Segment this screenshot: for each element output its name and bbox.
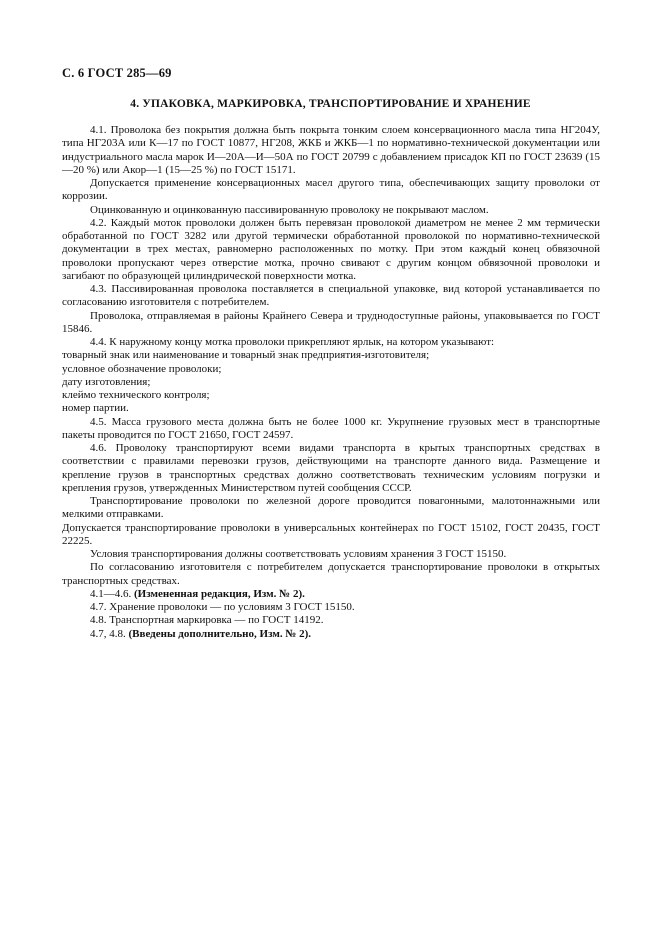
paragraph-4-1: 4.1. Проволока без покрытия должна быть покрыта тонким слоем консервационного масла типа НГ204У, типа НГ203А или К—17 по ГОСТ 10877, НГ208, ЖКБ и ЖКБ—1 по нормативно-технической документации или индустриального масла марок И—20А—И—50А по ГОСТ 20799 с добавлением присадок КП по ГОСТ 23639 (15—20 %) или Акор—1 (15—25 %) по ГОСТ 15171. (62, 124, 600, 176)
amendment-ref: 4.7, 4.8. (90, 627, 126, 640)
paragraph-4-2: 4.2. Каждый моток проволоки должен быть перевязан проволокой диаметром не менее 2 мм термически обработанной по ГОСТ 3282 или другой термически обработанной проволокой по нормативно-технической документации в трех местах, равномерно расположенных по мотку. При этом каждый конец обвязочной проволоки пропускают через отверстие мотка, прочно свивают с другим концом обвязочной проволоки и загибают по образующей цилиндрической поверхности мотка. (62, 216, 600, 282)
page-header: С. 6 ГОСТ 285—69 (62, 66, 172, 80)
paragraph-rail: Транспортирование проволоки по железной дороге проводится повагонными, малотоннажными или мелкими отправками. (62, 495, 600, 521)
paragraph-transport-conditions: Условия транспортирования должны соответствовать условиям хранения 3 ГОСТ 15150. (90, 548, 507, 560)
paragraph-4-6: 4.6. Проволоку транспортируют всеми видами транспорта в крытых транспортных средствах в соответствии с правилами перевозки грузов, действующими на транспорте данного вида. Размещение и крепление грузов в транспортных средствах должно соответствовать техническим условиям погрузки и крепления грузов, утвержденных Министерством путей сообщения СССР. (62, 442, 600, 494)
paragraph-galvanized: Оцинкованную и оцинкованную пассивированную проволоку не покрывают маслом. (90, 203, 489, 216)
paragraph-4-5: 4.5. Масса грузового места должна быть не более 1000 кг. Укрупнение грузовых мест в транспортные пакеты проводится по ГОСТ 21650, ГОСТ 24597. (62, 415, 600, 441)
paragraph-4-4: 4.4. К наружному концу мотка проволоки прикрепляют ярлык, на котором указывают: (90, 336, 495, 348)
paragraph-open-transport: По согласованию изготовителя с потребителем допускается транспортирование проволоки в открытых транспортных средствах. (62, 561, 600, 587)
document-body (62, 124, 600, 641)
amendment-note-4-7-4-8 (62, 628, 600, 641)
paragraph-alt-oils: Допускается применение консервационных масел другого типа, обеспечивающих защиту проволоки от коррозии. (62, 177, 600, 203)
label-item-designation: условное обозначение проволоки; (62, 362, 222, 375)
label-item-stamp: клеймо технического контроля; (62, 389, 210, 401)
amendment-ref: 4.1—4.6. (90, 587, 132, 600)
paragraph-containers: Допускается транспортирование проволоки в универсальных контейнерах по ГОСТ 15102, ГОСТ 20435, ГОСТ 22225. (62, 521, 600, 547)
amendment-text: (Измененная редакция, Изм. № 2). (134, 587, 305, 600)
section-title: 4. УПАКОВКА, МАРКИРОВКА, ТРАНСПОРТИРОВАНИЕ И ХРАНЕНИЕ (130, 98, 531, 110)
paragraph-4-7: 4.7. Хранение проволоки — по условиям 3 ГОСТ 15150. (90, 601, 355, 613)
label-item-batch: номер партии. (62, 402, 129, 415)
label-item-date: дату изготовления; (62, 375, 151, 388)
label-item-trademark: товарный знак или наименование и товарный знак предприятия-изготовителя; (62, 349, 430, 362)
paragraph-4-8: 4.8. Транспортная маркировка — по ГОСТ 14192. (90, 614, 324, 627)
amendment-text: (Введены дополнительно, Изм. № 2). (128, 627, 312, 640)
amendment-note-4-1-4-6 (62, 588, 600, 601)
paragraph-4-3: 4.3. Пассивированная проволока поставляется в специальной упаковке, вид которой устанавливается по согласованию изготовителя с потребителем. (62, 283, 600, 309)
paragraph-far-north: Проволока, отправляемая в районы Крайнего Севера и труднодоступные районы, упаковывается по ГОСТ 15846. (62, 309, 600, 335)
